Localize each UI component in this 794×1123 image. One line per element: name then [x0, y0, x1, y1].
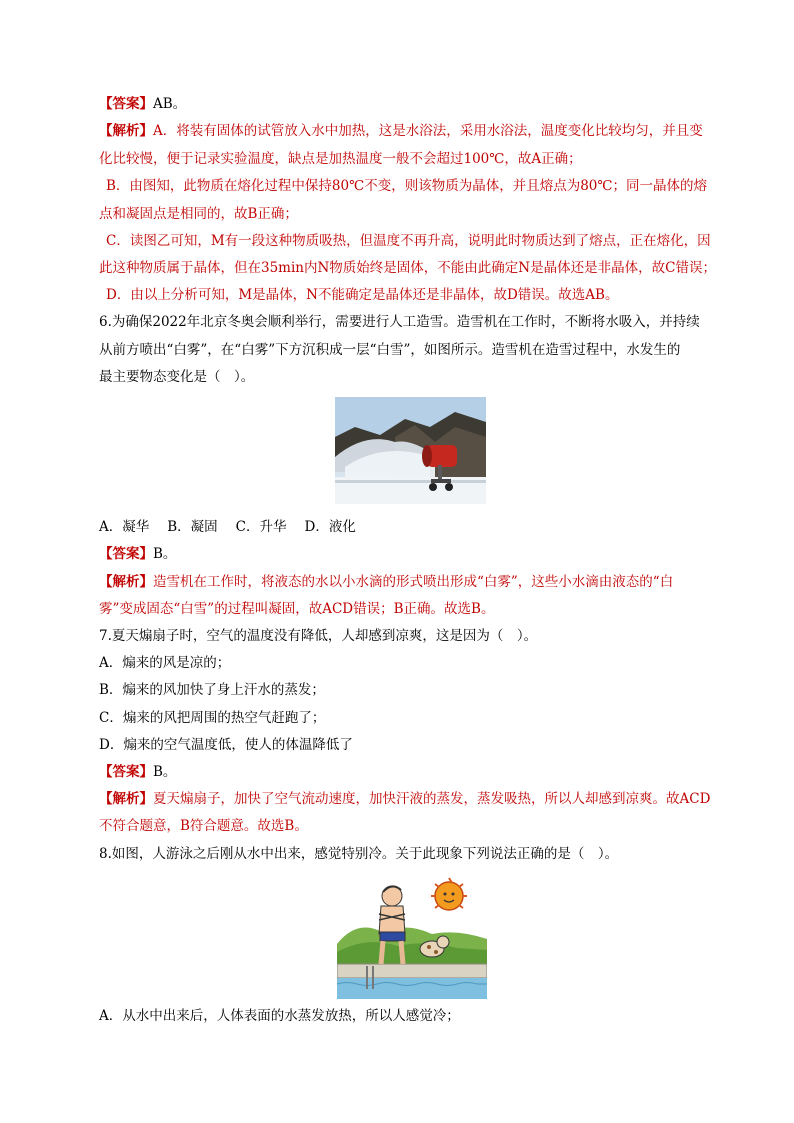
- analysis-tag: 【解析】: [99, 791, 153, 807]
- q6-stem-line3: 最主要物态变化是（ ）。: [99, 369, 255, 385]
- q5-answer: AB。: [153, 96, 187, 112]
- q5-analysis-d: D．由以上分析可知，M是晶体，N不能确定是晶体还是非晶体，故D错误。故选AB。: [106, 287, 619, 303]
- q6-analysis-2: 雾”变成固态“白雪”的过程叫凝固，故ACD错误；B正确。故选B。: [99, 601, 495, 617]
- analysis-tag: 【解析】: [99, 574, 153, 590]
- answer-tag: 【答案】: [99, 764, 153, 780]
- q5-analysis-a2: 化比较慢，便于记录实验温度，缺点是加热温度一般不会超过100℃，故A正确；: [99, 151, 582, 167]
- q6-analysis-line1: [99, 573, 729, 591]
- q5-analysis-c1: C．读图乙可知，M有一段这种物质吸热，但温度不再升高，说明此时物质达到了熔点，正在熔化，因: [106, 233, 711, 249]
- q5-answer-line: [99, 95, 729, 113]
- q7-stem: 7.夏天煽扇子时，空气的温度没有降低，人却感到凉爽，这是因为（ ）。: [99, 628, 538, 644]
- q6-option-a: A．凝华: [99, 519, 150, 535]
- analysis-tag: 【解析】: [99, 123, 153, 139]
- q6-stem-line2: 从前方喷出“白雾”，在“白雾”下方沉积成一层“白雪”，如图所示。造雪机在造雪过程中，水发生的: [99, 342, 681, 358]
- q7-analysis-1: 夏天煽扇子，加快了空气流动速度，加快汗液的蒸发，蒸发吸热，所以人却感到凉爽。故ACD: [153, 791, 711, 807]
- q5-analysis-line1: [99, 122, 729, 140]
- swimmer-cartoon: [337, 874, 487, 999]
- snow-machine-photo: [335, 397, 486, 504]
- q6-option-c: C．升华: [235, 519, 287, 535]
- q7-analysis-2: 不符合题意，B符合题意。故选B。: [99, 818, 308, 834]
- q5-analysis-b1: B．由图知，此物质在熔化过程中保持80℃不变，则该物质为晶体，并且熔点为80℃；同一晶体的熔: [106, 178, 707, 194]
- q7-option-c: C．煽来的风把周围的热空气赶跑了；: [99, 710, 326, 726]
- q7-answer-line: [99, 763, 729, 781]
- q7-option-b: B．煽来的风加快了身上汗水的蒸发；: [99, 682, 325, 698]
- q6-option-d: D．液化: [304, 519, 356, 535]
- answer-tag: 【答案】: [99, 546, 153, 562]
- q5-analysis-b2: 点和凝固点是相同的，故B正确；: [99, 206, 298, 222]
- q6-options: [99, 518, 729, 536]
- q7-option-a: A．煽来的风是凉的；: [99, 655, 231, 671]
- q8-stem: 8.如图，人游泳之后刚从水中出来，感觉特别冷。关于此现象下列说法正确的是（ ）。: [99, 846, 619, 862]
- q7-analysis-line1: [99, 790, 729, 808]
- q6-stem-line1: 6.为确保2022年北京冬奥会顺利举行，需要进行人工造雪。造雪机在工作时，不断将水吸入，并持续: [99, 314, 700, 330]
- q5-analysis-c2: 此这种物质属于晶体，但在35min内N物质始终是固体，不能由此确定N是晶体还是非晶体，故C错误；: [99, 260, 716, 276]
- snow-machine-illustration: [335, 397, 486, 504]
- q7-option-d: D．煽来的空气温度低，使人的体温降低了: [99, 737, 353, 753]
- q8-option-a: A．从水中出来后，人体表面的水蒸发放热，所以人感觉冷；: [99, 1008, 460, 1024]
- q7-answer: B。: [153, 764, 177, 780]
- q6-option-b: B．凝固: [167, 519, 218, 535]
- q6-analysis-1: 造雪机在工作时，将液态的水以小水滴的形式喷出形成“白雾”，这些小水滴由液态的“白: [153, 574, 674, 590]
- q6-answer-line: [99, 545, 729, 563]
- q6-answer: B。: [153, 546, 177, 562]
- q5-analysis-a1: A．将装有固体的试管放入水中加热，这是水浴法，采用水浴法，温度变化比较均匀，并且变: [153, 123, 703, 139]
- swimmer-illustration: [337, 874, 487, 999]
- answer-tag: 【答案】: [99, 96, 153, 112]
